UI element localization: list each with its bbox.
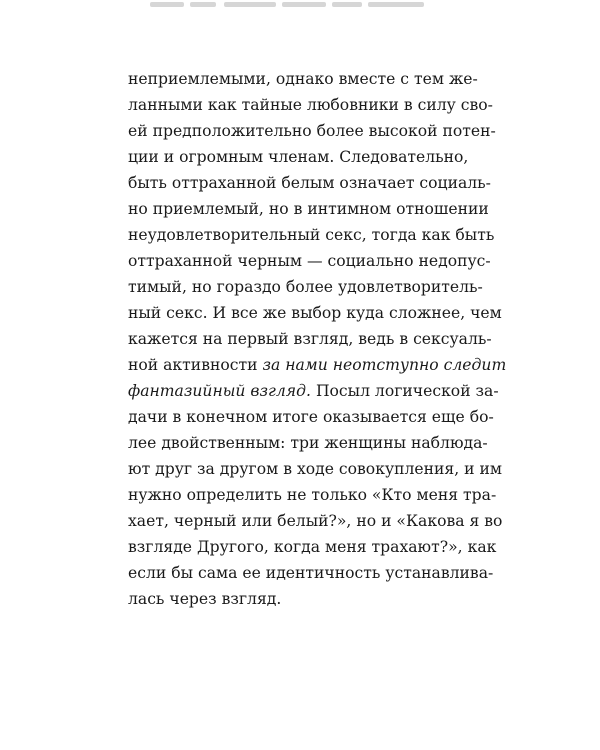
text-segment: быть оттраханной белым означает социаль- [128, 174, 491, 192]
text-segment: нужно определить не только «Кто меня тра- [128, 486, 497, 504]
text-segment: тимый, но гораздо более удовлетворитель- [128, 278, 483, 296]
page-body [128, 66, 507, 666]
text-line [128, 118, 496, 144]
text-segment: хает, черный или белый?», но и «Какова я во [128, 512, 503, 530]
text-segment: Посыл логической за- [310, 382, 499, 400]
text-line [128, 534, 497, 560]
text-segment: ции и огромным членам. Следовательно, [128, 148, 469, 166]
text-line [128, 92, 493, 118]
text-line [128, 326, 492, 352]
text-line [128, 456, 503, 482]
italic-text: фантазийный взгляд. [128, 382, 311, 400]
text-segment: но приемлемый, но в интимном отношении [128, 200, 489, 218]
italic-text: за нами неотступно следит [262, 356, 507, 374]
text-line [128, 352, 507, 378]
text-line [128, 378, 499, 404]
text-line [128, 430, 488, 456]
text-segment: ют друг за другом в ходе совокупления, и им [128, 460, 503, 478]
text-line [128, 144, 468, 170]
text-segment: ный секс. И все же выбор куда сложнее, чем [128, 304, 502, 322]
text-line [128, 586, 468, 612]
text-segment: оттраханной черным — социально недопус- [128, 252, 491, 270]
text-line [128, 560, 494, 586]
text-segment: лее двойственным: три женщины наблюда- [128, 434, 488, 452]
text-line [128, 300, 502, 326]
text-line [128, 482, 497, 508]
text-segment: неприемлемыми, однако вместе с тем же- [128, 70, 478, 88]
text-line [128, 170, 491, 196]
text-line [128, 222, 495, 248]
text-line [128, 196, 489, 222]
text-segment: дачи в конечном итоге оказывается еще бо- [128, 408, 494, 426]
text-line [128, 66, 478, 92]
text-segment: ей предположительно более высокой потен- [128, 122, 496, 140]
text-segment: неудовлетворительный секс, тогда как быть [128, 226, 495, 244]
text-line [128, 404, 494, 430]
header-bleed-through [150, 0, 450, 14]
text-segment: ной активности [128, 356, 263, 374]
text-segment: кажется на первый взгляд, ведь в сексуаль- [128, 330, 492, 348]
text-segment: лась через взгляд. [128, 590, 282, 608]
text-segment: если бы сама ее идентичность устанавлива- [128, 564, 494, 582]
text-line [128, 274, 483, 300]
text-line [128, 508, 503, 534]
text-segment: взгляде Другого, когда меня трахают?», как [128, 538, 497, 556]
text-segment: ланными как тайные любовники в силу сво- [128, 96, 493, 114]
text-line [128, 248, 491, 274]
